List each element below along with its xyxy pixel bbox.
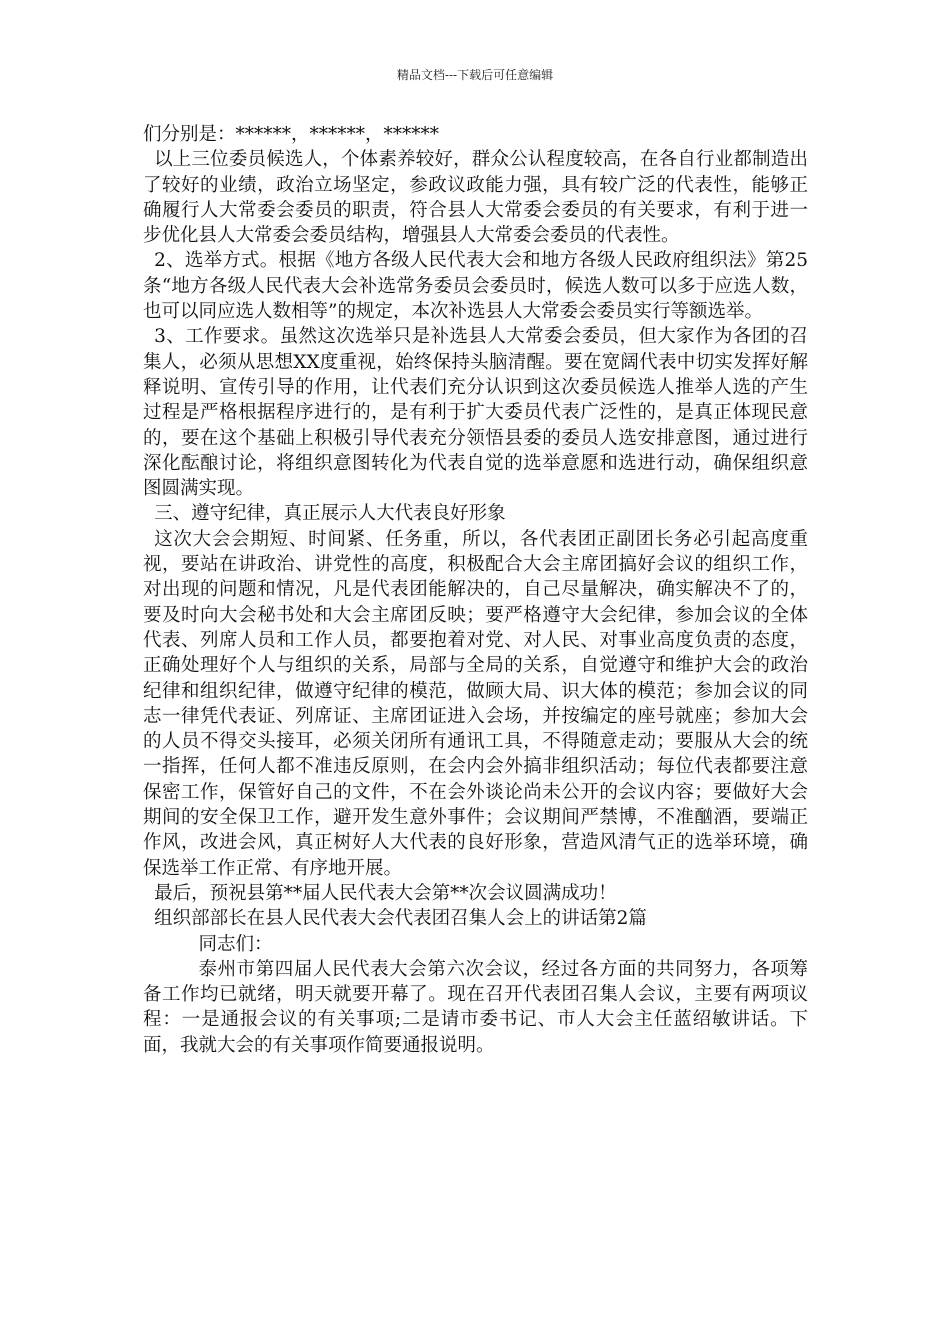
paragraph-work-requirements: 3、工作要求。虽然这次选举只是补选县人大常委会委员，但大家作为各团的召集人，必须从思想XX度重视，始终保持头脑清醒。要在宽阔代表中切实发挥好解释说明、宣传引导的作用，让代表们充分认识到这次委员候选人推举人选的产生过程是严格根据程序进行的，是有利于扩大委员代表广泛性的，是真正体现民意的，要在这个基础上积极引导代表充分领悟县委的委员人选安排意图，通过进行深化酝酿讨论，将组织意图转化为代表自觉的选举意愿和选进行动，确保组织意图圆满实现。 <box>143 326 808 500</box>
speech-title-part-2: 组织部部长在县人民代表大会代表团召集人会上的讲话第2篇 <box>154 908 647 930</box>
paragraph-candidate-qualities: 以上三位委员候选人，个体素养较好，群众公认程度较高，在各自行业都制造出了较好的业绩，政治立场坚定，参政议政能力强，具有较广泛的代表性，能够正确履行人大常委会委员的职责，符合县人大常委会委员的有关要求，有利于进一步优化县人大常委会委员结构，增强县人大常委会委员的代表性。 <box>143 149 808 247</box>
paragraph-speech-opening: 泰州市第四届人民代表大会第六次会议，经过各方面的共同努力，各项筹备工作均已就绪，明天就要开幕了。现在召开代表团召集人会议，主要有两项议程：一是通报会议的有关事项;二是请市委书记、市人大会主任蓝绍敏讲话。下面，我就大会的有关事项作简要通报说明。 <box>143 958 808 1056</box>
paragraph-discipline-details: 这次大会会期短、时间紧、任务重，所以，各代表团正副团长务必引起高度重视，要站在讲政治、讲党性的高度，积极配合大会主席团搞好会议的组织工作，对出现的问题和情况，凡是代表团能解决的，自己尽量解决，确实解决不了的，要及时向大会秘书处和大会主席团反映；要严格遵守大会纪律，参加会议的全体代表、列席人员和工作人员，都要抱着对党、对人民、对事业高度负责的态度，正确处理好个人与组织的关系，局部与全局的关系，自觉遵守和维护大会的政治纪律和组织纪律，做遵守纪律的模范，做顾大局、识大体的模范；参加会议的同志一律凭代表证、列席证、主席团证进入会场，并按编定的座号就座；参加大会的人员不得交头接耳，必须关闭所有通讯工具，不得随意走动；要服从大会的统一指挥，任何人都不准违反原则，在会内会外搞非组织活动；每位代表都要注意保密工作，保管好自己的文件，不在会外谈论尚未公开的会议内容；要做好大会期间的安全保卫工作，避开发生意外事件；会议期间严禁博，不准酗酒，要端正作风，改进会风，真正树好人大代表的良好形象，营造风清气正的选举环境，确保选举工作正常、有序地开展。 <box>143 528 808 879</box>
salutation: 同志们： <box>198 933 273 955</box>
page-header: 精品文档---下载后可任意编辑 <box>396 68 554 82</box>
document-body <box>143 122 808 1058</box>
section-heading-discipline: 三、遵守纪律，真正展示人大代表良好形象 <box>154 503 506 525</box>
paragraph-closing-wishes: 最后，预祝县第**届人民代表大会第**次会议圆满成功！ <box>154 882 617 904</box>
paragraph-candidate-names: 们分别是：******，******，****** <box>143 124 440 145</box>
paragraph-election-method: 2、选举方式。根据《地方各级人民代表大会和地方各级人民政府组织法》第25条“地方各级人民代表大会补选常务委员会委员时，候选人数可以多于应选人数，也可以同应选人数相等”的规定，本次补选县人大常委会委员实行等额选举。 <box>143 250 808 323</box>
